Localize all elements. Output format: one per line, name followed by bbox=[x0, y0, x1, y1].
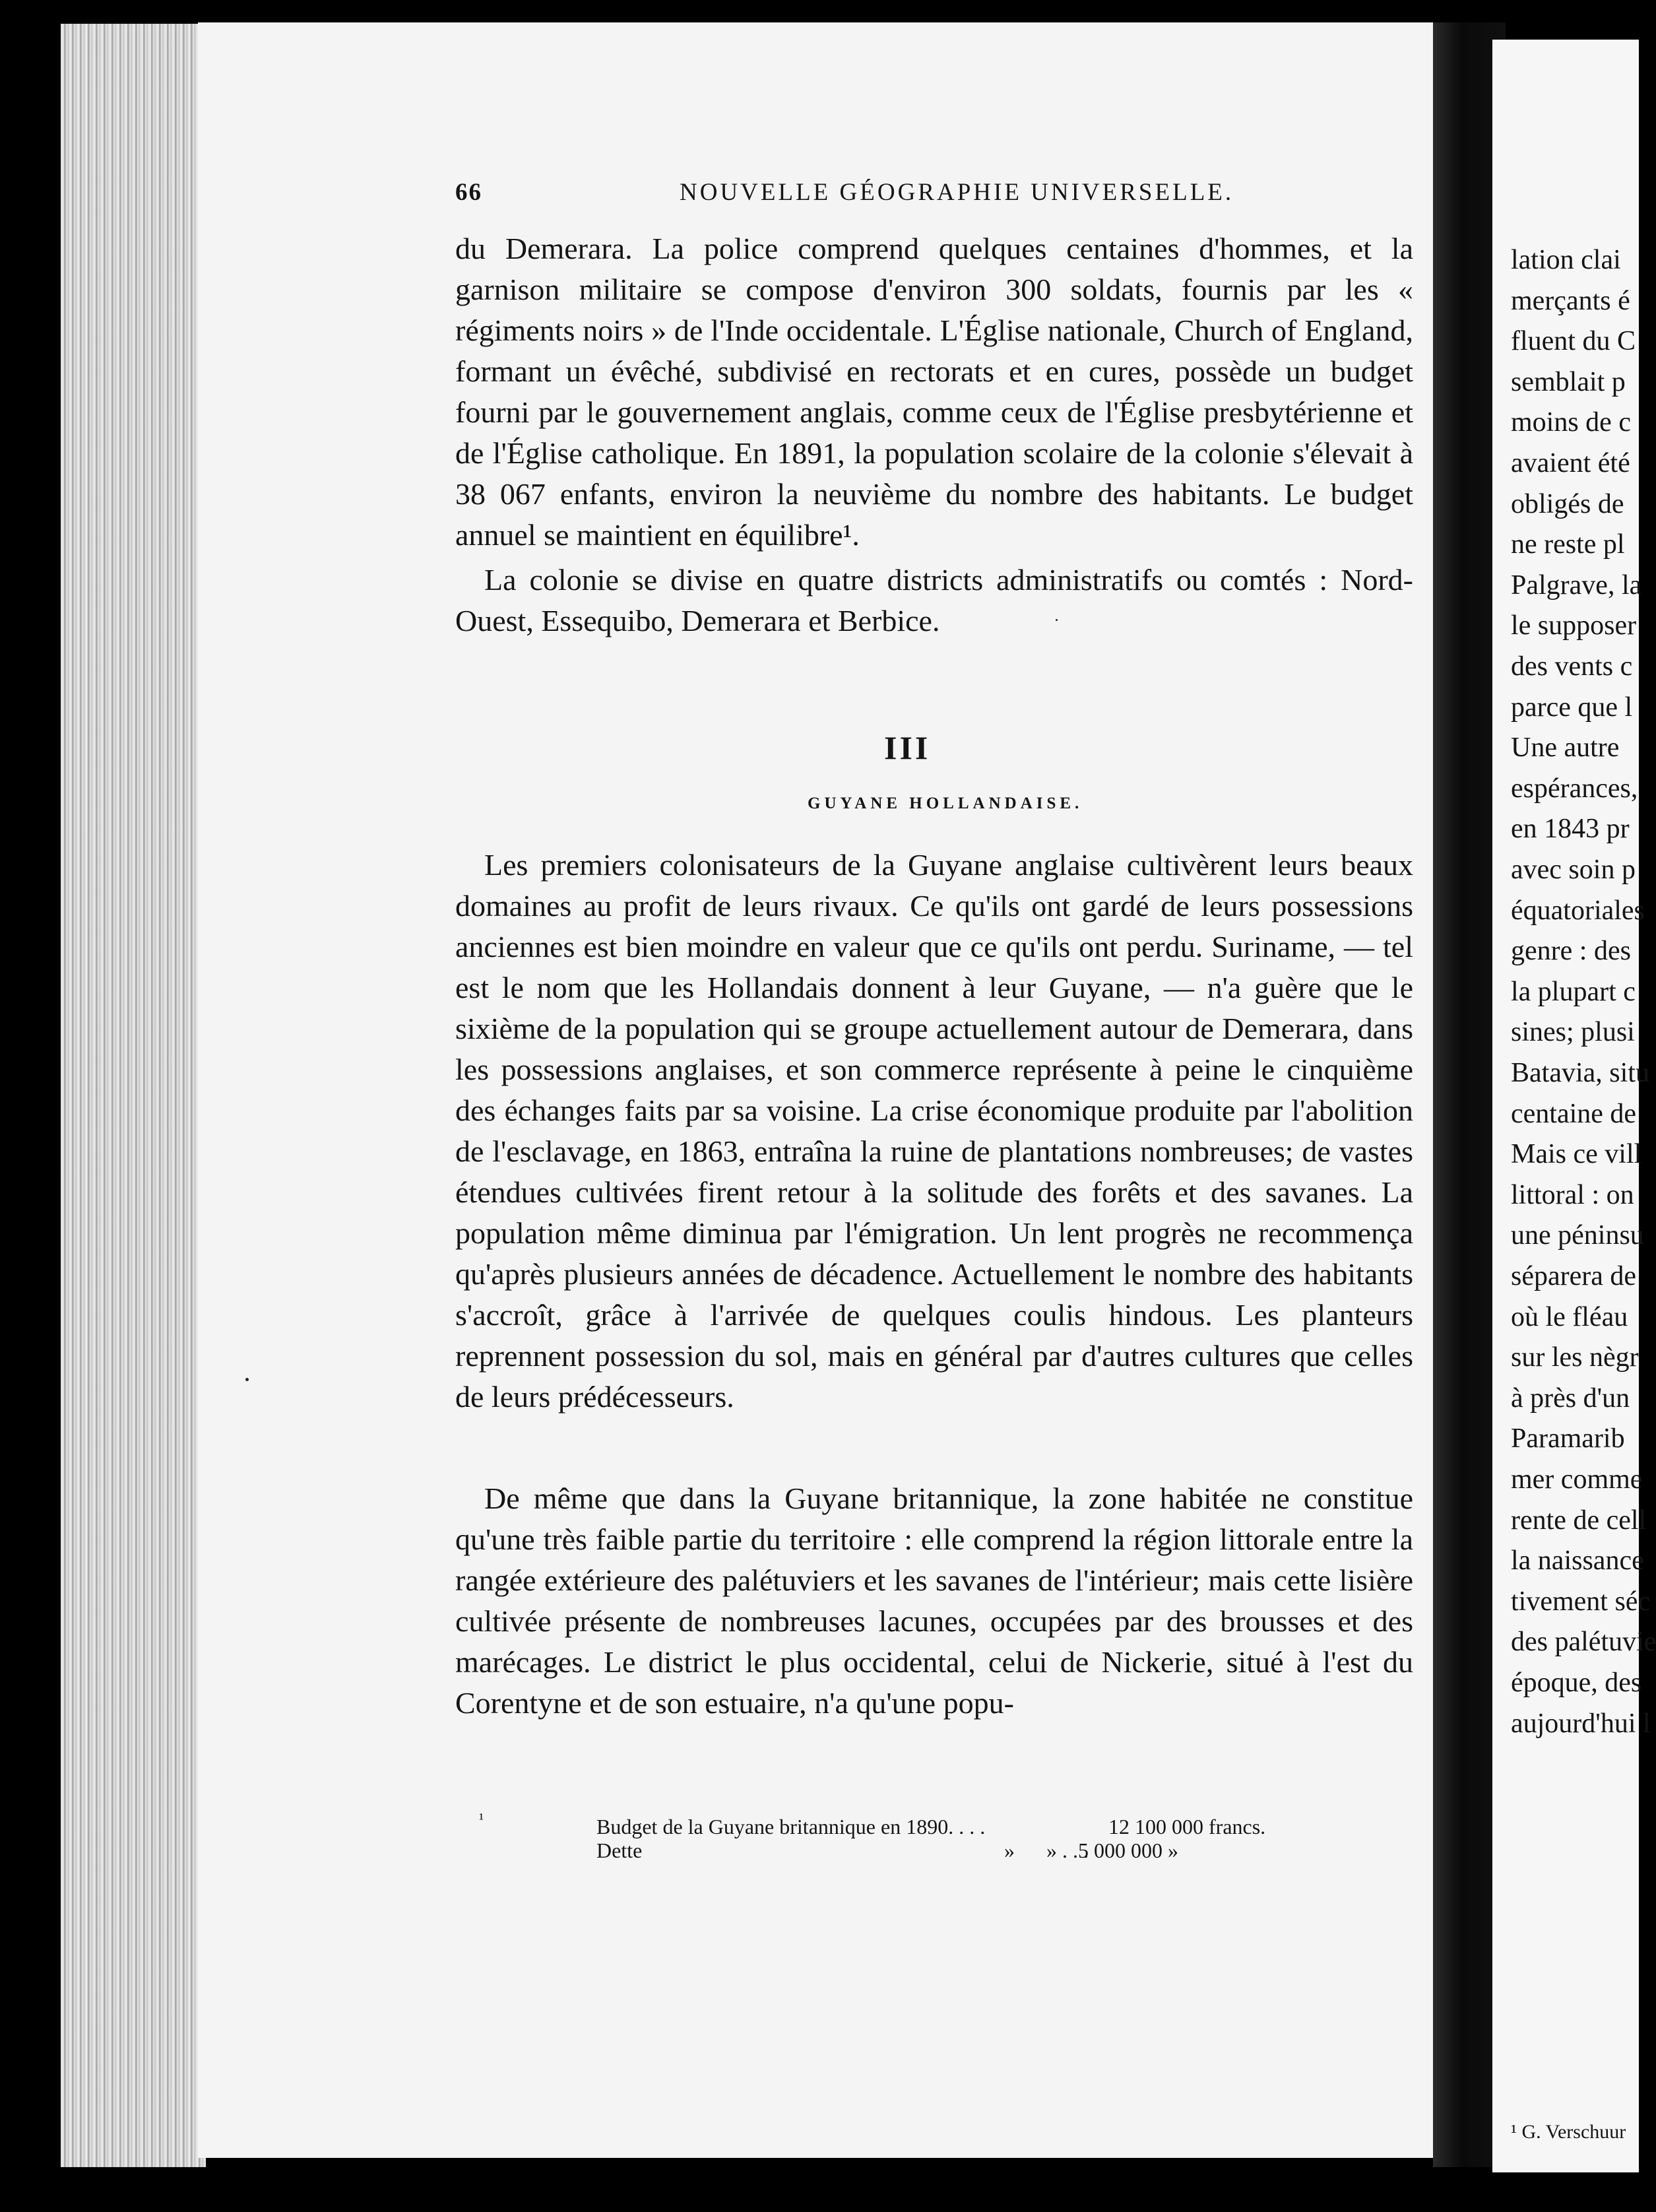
footnote-row2-ditto-leader: » . . . bbox=[1046, 1838, 1089, 1862]
right-page-line: lation clai bbox=[1511, 245, 1621, 275]
right-page-line: une péninsu bbox=[1511, 1220, 1644, 1251]
right-page-line: semblait p bbox=[1511, 367, 1626, 397]
right-page-line: Batavia, situ bbox=[1511, 1058, 1649, 1088]
right-page-line: merçants é bbox=[1511, 286, 1630, 316]
right-page-line: la plupart c bbox=[1511, 977, 1636, 1007]
right-page-line: sines; plusi bbox=[1511, 1017, 1635, 1047]
paragraph-1: du Demerara. La police comprend quelques centaines d'hommes, et la garnison militaire se compose d'environ 300 soldats, fournis par les « régiments noirs » de l'Inde occidentale. L'Église nationale, Church of England, formant un évêché, subdivisé en rectorats et en cures, possède un budget fourni par le gouvernement anglais, comme ceux de l'Église presbytérienne et de l'Église catholique. En 1891, la population scolaire de la colonie s'élevait à 38 067 enfants, environ la neuvième du nombre des habitants. Le budget annuel se maintient en équilibre¹. bbox=[455, 232, 1413, 552]
right-page-footnote: ¹ G. Verschuur bbox=[1511, 2121, 1626, 2143]
speck bbox=[245, 1378, 249, 1381]
right-page-line: en 1843 pr bbox=[1511, 814, 1630, 844]
right-page-line: le supposer bbox=[1511, 610, 1637, 641]
footnote-mark: ¹ bbox=[479, 1811, 484, 1828]
right-page-line: à près d'un bbox=[1511, 1383, 1630, 1414]
paragraph-3: Les premiers colonisateurs de la Guyane anglaise cultivèrent leurs beaux domaines au profit de leurs rivaux. Ce qu'ils ont gardé de leurs possessions anciennes est bien moindre en valeur que ce qu'ils ont perdu. Suriname, — tel est le nom que les Hollandais donnent à leur Guyane, — n'a guère que le sixième de la population qui se groupe actuellement autour de Demerara, dans les possessions anglaises, et son commerce représente à peine le cinquième des échanges faits par sa voisine. La crise économique produite par l'abolition de l'esclavage, en 1863, entraîna la ruine de plantations nombreuses; de vastes étendues cultivées firent retour à la solitude des forêts et des savanes. La population même diminua par l'émigration. Un lent progrès ne recommença qu'après plusieurs années de décadence. Actuellement le nombre des habitants s'accroît, grâce à l'arrivée de quelques coulis hindous. Les planteurs reprennent possession du sol, mais en général par d'autres cultures que celles de leurs prédécesseurs. bbox=[455, 848, 1413, 1414]
right-page-line: Palgrave, la bbox=[1511, 570, 1642, 601]
right-page-line: Paramarib bbox=[1511, 1423, 1625, 1454]
right-page-line: moins de c bbox=[1511, 407, 1631, 438]
right-page-line: la naissance bbox=[1511, 1545, 1644, 1576]
right-page-line: rente de cell bbox=[1511, 1505, 1647, 1536]
right-page-line: Une autre bbox=[1511, 732, 1620, 763]
paragraph-2: La colonie se divise en quatre districts administratifs ou comtés : Nord-Ouest, Essequibo, Demerara et Berbice. bbox=[455, 563, 1413, 637]
right-page-line: des palétuvie bbox=[1511, 1627, 1656, 1657]
speck bbox=[1056, 619, 1058, 621]
right-page-line: centaine de bbox=[1511, 1099, 1637, 1129]
footnote-row2-ditto: » bbox=[1004, 1838, 1015, 1862]
right-page-line: fluent du C bbox=[1511, 326, 1636, 356]
right-page-line: avaient été bbox=[1511, 448, 1630, 478]
right-page-line: époque, des bbox=[1511, 1668, 1642, 1698]
running-header bbox=[455, 178, 1405, 218]
right-page-line: tivement séc bbox=[1511, 1586, 1651, 1617]
right-page-line: aujourd'hui l bbox=[1511, 1708, 1651, 1739]
page-number: 66 bbox=[455, 179, 482, 206]
right-page-line: sur les nègr bbox=[1511, 1342, 1639, 1373]
right-page-line: espérances, bbox=[1511, 773, 1638, 804]
paragraph-4: De même que dans la Guyane britannique, la zone habitée ne constitue qu'une très faible partie du territoire : elle comprend la région littorale entre la rangée extérieure des palétuviers et les savanes de l'intérieur; mais cette lisière cultivée présente de nombreuses lacunes, occupées par des brousses et des marécages. Le district le plus occidental, celui de Nickerie, situé à l'est du Corentyne et de son estuaire, n'a qu'une popu- bbox=[455, 1481, 1413, 1720]
right-page-line: littoral : on bbox=[1511, 1180, 1634, 1210]
running-title: NOUVELLE GÉOGRAPHIE UNIVERSELLE. bbox=[680, 179, 1234, 206]
footnote-row1-value: 12 100 000 francs. bbox=[1108, 1815, 1266, 1838]
footnote-row2-value: 5 000 000 » bbox=[1078, 1838, 1178, 1862]
right-page-line: avec soin p bbox=[1511, 855, 1636, 885]
section-number: III bbox=[884, 729, 931, 766]
page-edges bbox=[61, 24, 206, 2167]
right-page-line: genre : des bbox=[1511, 936, 1631, 966]
right-page-line: équatoriales bbox=[1511, 895, 1645, 926]
footnote-row1-label: Budget de la Guyane britannique en 1890. . . . bbox=[596, 1815, 986, 1838]
right-page-line: ne reste pl bbox=[1511, 529, 1625, 560]
right-page-line: des vents c bbox=[1511, 651, 1633, 682]
right-page-line: où le fléau bbox=[1511, 1302, 1628, 1332]
section-title: GUYANE HOLLANDAISE. bbox=[808, 795, 1083, 812]
right-page-line: obligés de bbox=[1511, 489, 1624, 519]
right-page-line: parce que l bbox=[1511, 692, 1633, 723]
right-page-line: séparera de bbox=[1511, 1261, 1637, 1291]
footnote-row2-label: Dette bbox=[596, 1838, 643, 1862]
right-page-line: mer comme bbox=[1511, 1464, 1643, 1495]
right-page-line: Mais ce vill bbox=[1511, 1139, 1642, 1169]
